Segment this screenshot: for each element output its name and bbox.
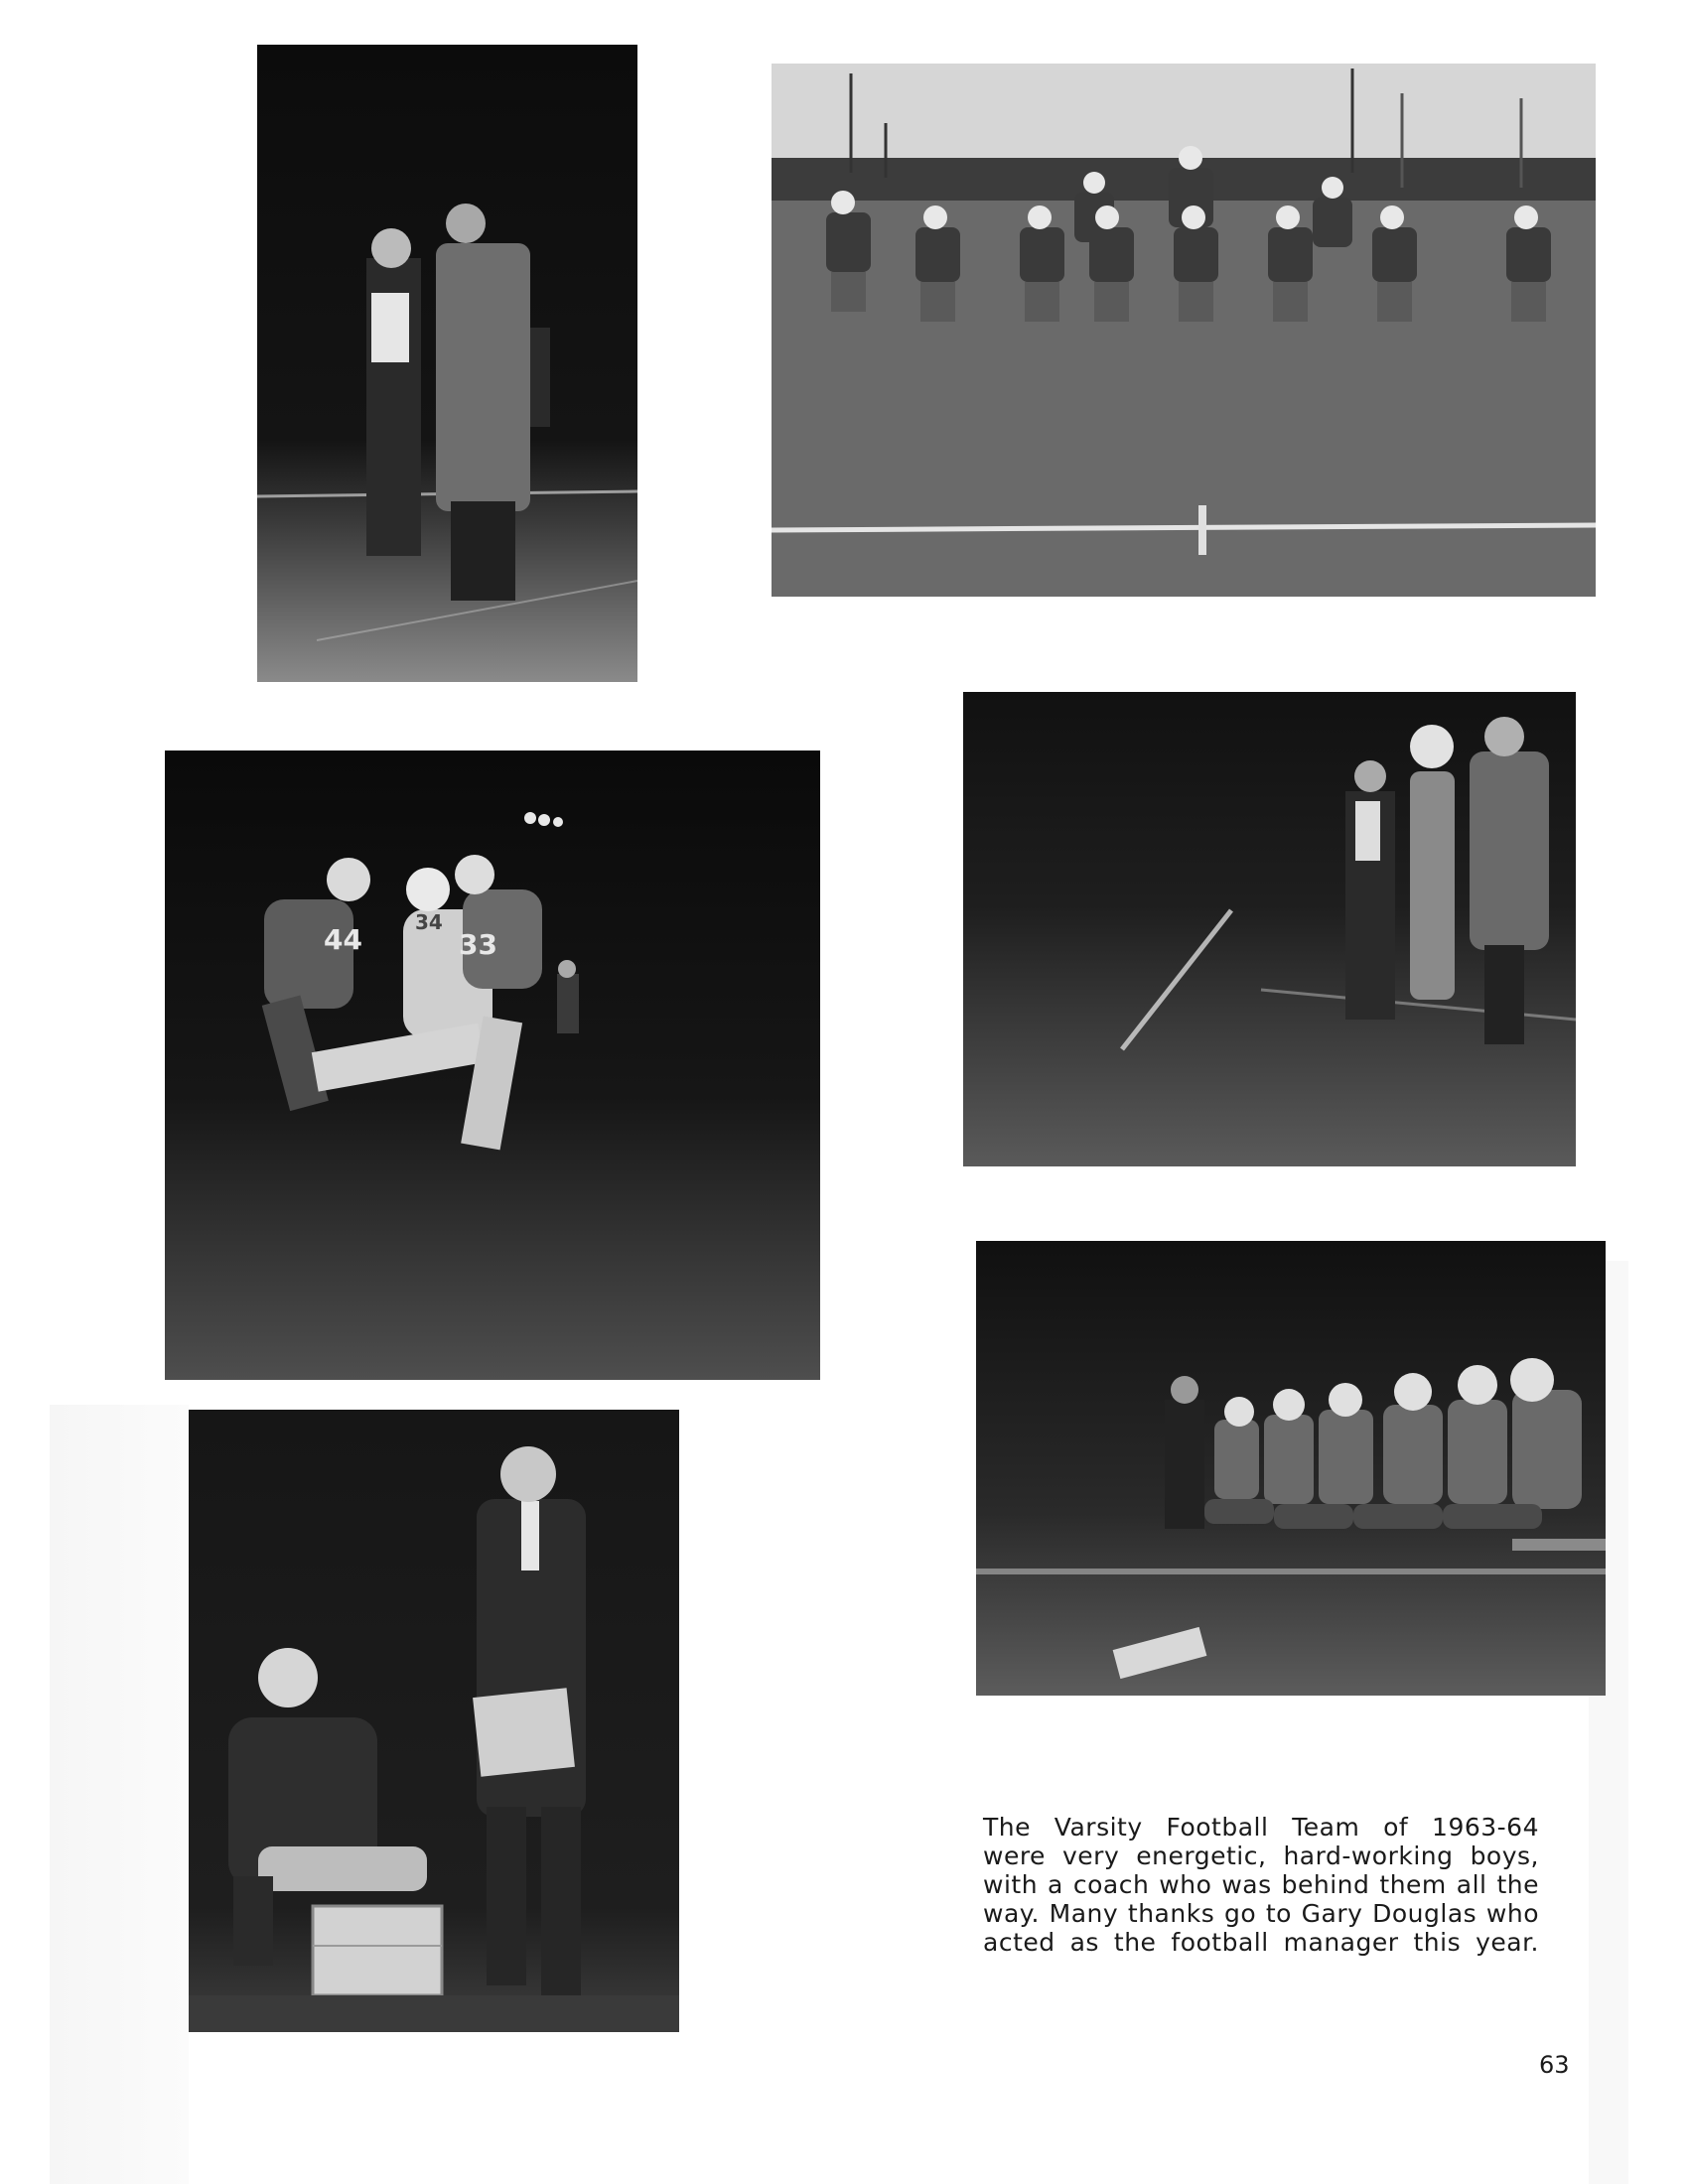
caption-line: acted as the football manager this year. bbox=[983, 1928, 1539, 1957]
photo-coaches-night-sideline bbox=[257, 45, 637, 682]
page-number: 63 bbox=[1539, 2051, 1570, 2079]
photo-coach-and-manager-with-box bbox=[189, 1410, 679, 2032]
photo-coaches-with-player-night bbox=[963, 692, 1576, 1166]
page-edge-shading bbox=[50, 1405, 189, 2184]
jersey-number-33: 33 bbox=[459, 928, 497, 961]
jersey-number-34: 34 bbox=[415, 910, 443, 934]
jersey-number-44: 44 bbox=[324, 923, 362, 956]
caption-line: were very energetic, hard-working boys, bbox=[983, 1842, 1539, 1870]
photo-players-on-bench bbox=[976, 1241, 1606, 1696]
caption-line: The Varsity Football Team of 1963-64 bbox=[983, 1813, 1539, 1842]
page-caption bbox=[983, 1813, 1539, 1957]
caption-line: with a coach who was behind them all the bbox=[983, 1870, 1539, 1899]
photo-team-lineup-field bbox=[772, 64, 1596, 597]
photo-players-running-night bbox=[165, 751, 820, 1380]
caption-line: way. Many thanks go to Gary Douglas who bbox=[983, 1899, 1539, 1928]
